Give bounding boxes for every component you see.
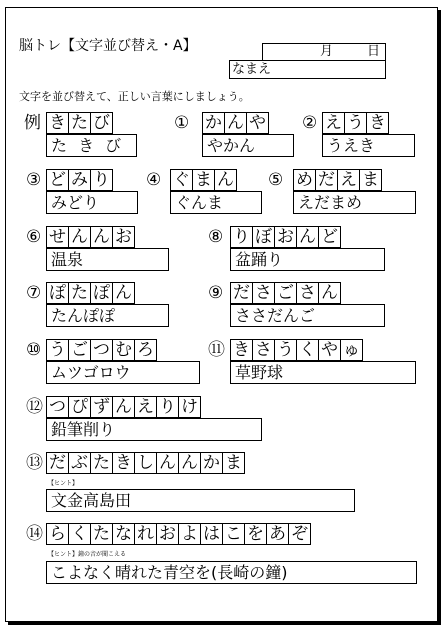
q6-char-cells	[46, 226, 134, 248]
char-cell: ん	[224, 112, 247, 134]
name-field[interactable]	[229, 60, 386, 79]
worksheet-title: 脳トレ【文字並び替え・A】	[19, 38, 197, 54]
char-cell: お	[112, 226, 135, 248]
name-label: なまえ	[232, 62, 272, 77]
char-cell: び	[90, 112, 113, 134]
question-number: ②	[302, 113, 318, 133]
example-label: 例	[24, 113, 41, 133]
question-number: ⑦	[26, 283, 42, 303]
char-cell: を	[244, 523, 267, 545]
char-cell: ん	[214, 169, 237, 191]
char-cell: う	[344, 112, 367, 134]
hint-label: 【ヒント】	[48, 480, 79, 487]
char-cell: や	[318, 339, 341, 361]
q2-answer-field[interactable]: うえき	[322, 134, 415, 157]
q5-char-cells	[293, 169, 381, 191]
char-cell: だ	[315, 169, 338, 191]
char-cell: ま	[222, 452, 245, 474]
q10-char-cells	[46, 339, 156, 361]
char-cell: た	[90, 452, 113, 474]
q14-answer-field[interactable]: こよなく晴れた青空を(長崎の鐘)	[46, 561, 417, 584]
char-cell: ぽ	[46, 282, 69, 304]
char-cell: ど	[318, 226, 341, 248]
question-number: ⑭	[26, 524, 43, 544]
q13-answer-field[interactable]: 文金高島田	[46, 489, 355, 512]
char-cell: え	[322, 112, 345, 134]
char-cell: だ	[230, 282, 253, 304]
q11-char-cells	[230, 339, 362, 361]
char-cell: り	[90, 169, 113, 191]
char-cell: ぞ	[288, 523, 311, 545]
char-cell: ゅ	[340, 339, 363, 361]
char-cell: ず	[90, 396, 113, 418]
char-cell: ら	[46, 523, 69, 545]
char-cell: む	[112, 339, 135, 361]
char-cell: な	[112, 523, 135, 545]
char-cell: か	[202, 112, 225, 134]
char-cell: せ	[46, 226, 69, 248]
q9-answer-field[interactable]: ささだんご	[230, 304, 385, 327]
char-cell: ん	[318, 282, 341, 304]
char-cell: お	[274, 226, 297, 248]
day-label: 日	[367, 44, 381, 59]
char-cell: ろ	[134, 339, 157, 361]
question-number: ⑬	[26, 453, 43, 473]
q3-char-cells	[46, 169, 112, 191]
q2-char-cells	[322, 112, 388, 134]
char-cell: よ	[178, 523, 201, 545]
char-cell: れ	[134, 523, 157, 545]
instruction-text: 文字を並び替えて、正しい言葉にしましょう。	[19, 90, 250, 103]
char-cell: ん	[112, 282, 135, 304]
char-cell: た	[68, 112, 91, 134]
example-answer: た き び	[46, 134, 137, 157]
char-cell: り	[156, 396, 179, 418]
question-number: ⑪	[208, 340, 225, 360]
char-cell: く	[68, 523, 91, 545]
char-cell: ぶ	[68, 452, 91, 474]
char-cell: ぐ	[170, 169, 193, 191]
char-cell: ま	[359, 169, 382, 191]
month-label: 月	[320, 44, 334, 59]
char-cell: ん	[68, 226, 91, 248]
q10-answer-field[interactable]: ムツゴロウ	[46, 361, 200, 384]
char-cell: う	[274, 339, 297, 361]
char-cell: み	[68, 169, 91, 191]
q9-char-cells	[230, 282, 340, 304]
char-cell: か	[200, 452, 223, 474]
question-number: ⑫	[26, 397, 43, 417]
char-cell: き	[112, 452, 135, 474]
char-cell: り	[230, 226, 253, 248]
char-cell: ん	[296, 226, 319, 248]
q3-answer-field[interactable]: みどり	[46, 191, 138, 214]
char-cell: く	[296, 339, 319, 361]
char-cell: う	[46, 339, 69, 361]
char-cell: だ	[46, 452, 69, 474]
char-cell: ん	[178, 452, 201, 474]
char-cell: あ	[266, 523, 289, 545]
char-cell: ん	[156, 452, 179, 474]
char-cell: た	[68, 282, 91, 304]
char-cell: お	[156, 523, 179, 545]
question-number: ④	[146, 170, 162, 190]
char-cell: さ	[296, 282, 319, 304]
question-number: ⑨	[208, 283, 224, 303]
char-cell: さ	[252, 339, 275, 361]
char-cell: ん	[90, 226, 113, 248]
q6-answer-field[interactable]: 温泉	[46, 248, 169, 271]
q13-char-cells	[46, 452, 244, 474]
q12-char-cells	[46, 396, 200, 418]
char-cell: き	[230, 339, 253, 361]
char-cell: え	[337, 169, 360, 191]
question-number: ⑧	[208, 227, 224, 247]
q14-char-cells	[46, 523, 310, 545]
date-field[interactable]	[262, 43, 386, 61]
example-char-cells	[46, 112, 112, 134]
q12-answer-field[interactable]: 鉛筆削り	[46, 418, 262, 441]
char-cell: こ	[222, 523, 245, 545]
char-cell: ご	[274, 282, 297, 304]
char-cell: え	[134, 396, 157, 418]
q11-answer-field[interactable]: 草野球	[230, 361, 416, 384]
hint-label: 【ヒント】鐘の音が聞こえる	[48, 551, 127, 558]
char-cell: き	[46, 112, 69, 134]
q4-answer-field[interactable]: ぐんま	[170, 191, 262, 214]
q7-answer-field[interactable]: たんぽぽ	[46, 304, 169, 327]
q4-char-cells	[170, 169, 236, 191]
q1-char-cells	[202, 112, 268, 134]
char-cell: け	[178, 396, 201, 418]
char-cell: き	[366, 112, 389, 134]
char-cell: ぽ	[90, 282, 113, 304]
char-cell: ぴ	[68, 396, 91, 418]
char-cell: ま	[192, 169, 215, 191]
char-cell: や	[246, 112, 269, 134]
char-cell: め	[293, 169, 316, 191]
q8-answer-field[interactable]: 盆踊り	[230, 248, 385, 271]
q7-char-cells	[46, 282, 134, 304]
char-cell: つ	[90, 339, 113, 361]
char-cell: し	[134, 452, 157, 474]
question-number: ⑤	[268, 170, 284, 190]
q5-answer-field[interactable]: えだまめ	[293, 191, 416, 214]
char-cell: さ	[252, 282, 275, 304]
char-cell: ん	[112, 396, 135, 418]
char-cell: は	[200, 523, 223, 545]
char-cell: ど	[46, 169, 69, 191]
char-cell: つ	[46, 396, 69, 418]
q1-answer-field[interactable]: やかん	[202, 134, 294, 157]
char-cell: ご	[68, 339, 91, 361]
question-number: ①	[174, 113, 190, 133]
char-cell: ぼ	[252, 226, 275, 248]
question-number: ③	[26, 170, 42, 190]
q8-char-cells	[230, 226, 340, 248]
char-cell: た	[90, 523, 113, 545]
question-number: ⑩	[26, 340, 42, 360]
question-number: ⑥	[26, 227, 42, 247]
